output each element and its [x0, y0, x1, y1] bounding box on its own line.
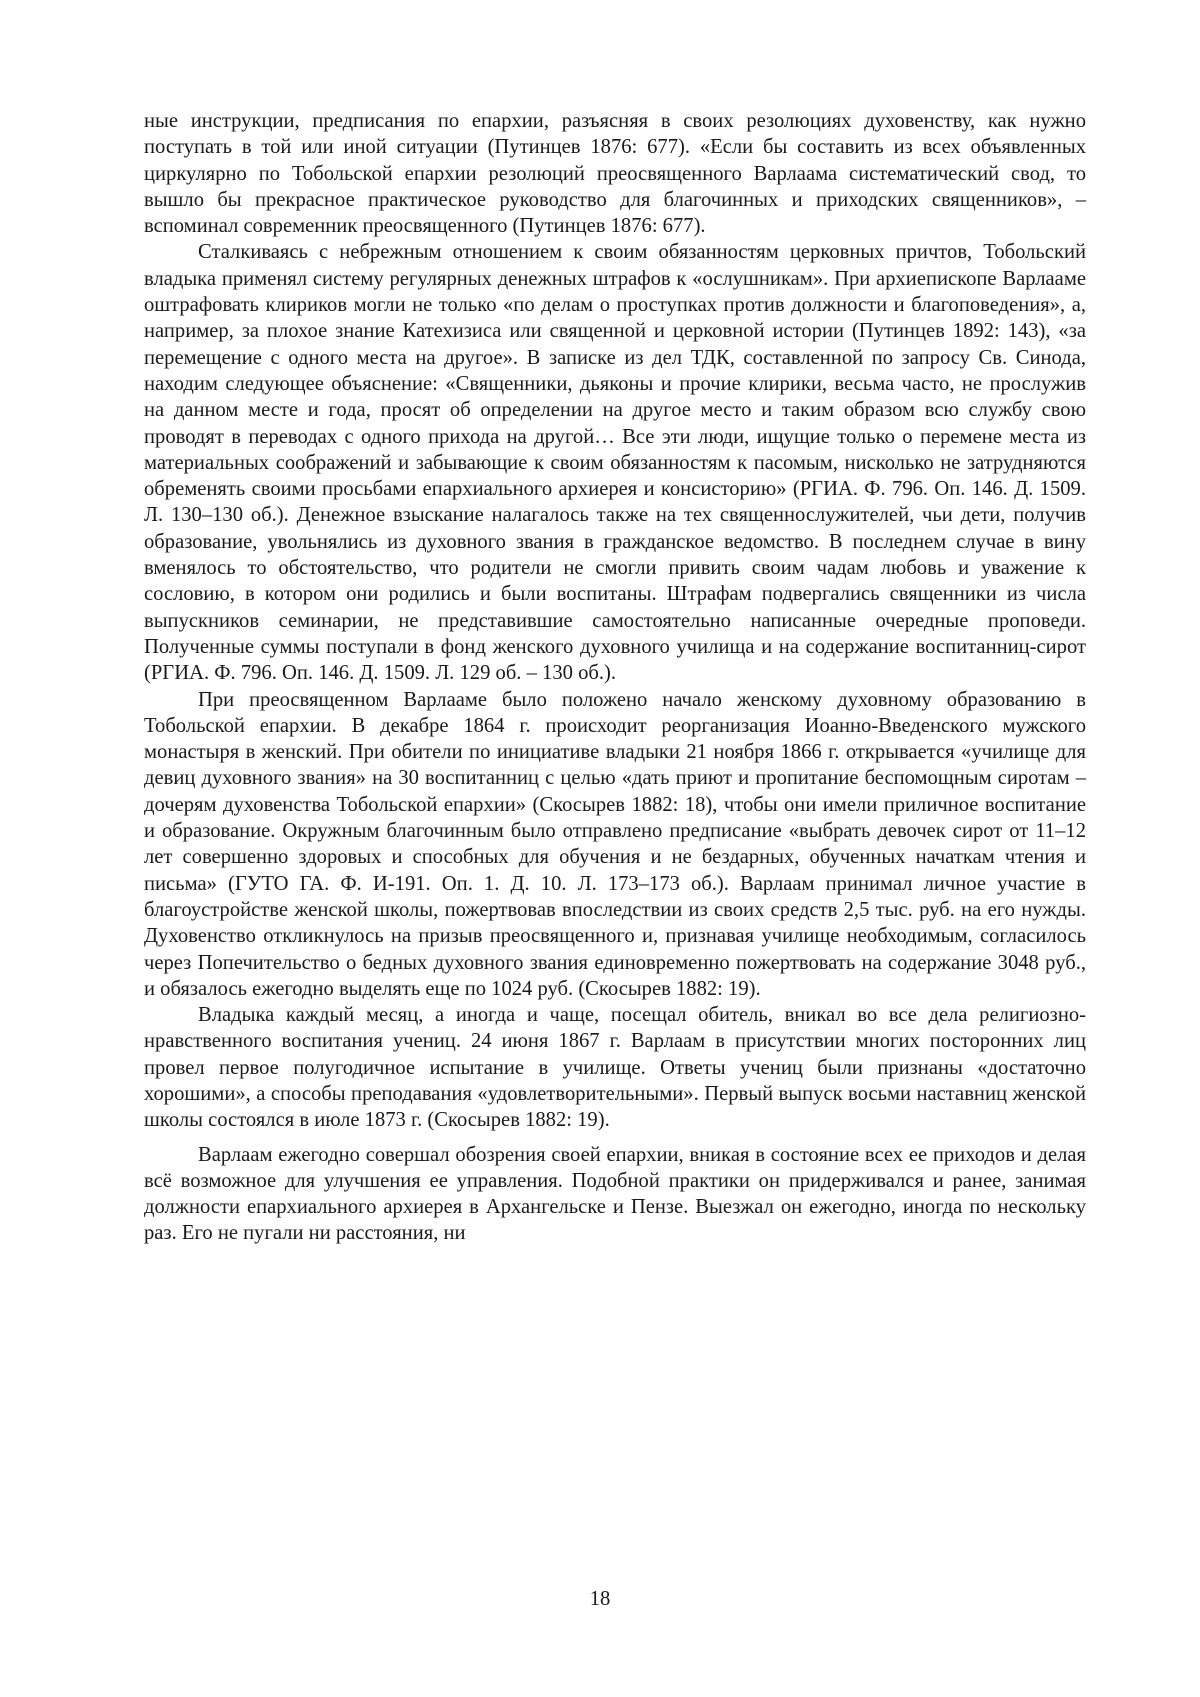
paragraph-5: Варлаам ежегодно совершал обозрения своей епархии, вникая в состояние всех ее приходов и делая всё возможное для улучшения ее управления. Подобной практики он придерживался и ранее, занимая должности епархиального архиерея в Архангельске и Пензе. Выезжал он ежегодно, иногда по нескольку раз. Его не пугали ни расстояния, ни	[144, 1143, 1086, 1245]
paragraph-1: ные инструкции, предписания по епархии, разъясняя в своих резолюциях духовенству, как нужно поступать в той или иной ситуации (Путинцев 1876: 677). «Если бы составить из всех объявленных циркулярно по Тобольской епархии резолюций преосвященного Варлаама систематический свод, то вышло бы прекрасное практическое руководство для благочинных и приходских священников», – вспоминал современник преосвященного (Путинцев 1876: 677).	[144, 110, 1086, 238]
body-text	[144, 108, 1086, 1247]
paragraph-2: Сталкиваясь с небрежным отношением к своим обязанностям церковных причтов, Тобольский владыка применял систему регулярных денежных штрафов к «ослушникам». При архиепископе Варлааме оштрафовать клириков могли не только «по делам о проступках против должности и благоповедения», а, например, за плохое знание Катехизиса или священной и церковной истории (Путинцев 1892: 143), «за перемещение с одного места на другое». В записке из дел ТДК, составленной по запросу Св. Синода, находим следующее объяснение: «Священники, дьяконы и прочие клирики, весьма часто, не прослужив на данном месте и года, просят об определении на другое место и таким образом всю службу свою проводят в переводах с одного прихода на другой… Все эти люди, ищущие только о перемене места из материальных соображений и забывающие к своим обязанностям к пасомым, нисколько не затрудняются обременять своими просьбами епархиального архиерея и консисторию» (РГИА. Ф. 796. Оп. 146. Д. 1509. Л. 130–130 об.). Денежное взыскание налагалось также на тех священнослужителей, чьи дети, получив образование, увольнялись из духовного звания в гражданское ведомство. В последнем случае в вину вменялось то обстоятельство, что родители не смогли привить своим чадам любовь и уважение к сословию, в котором они родились и были воспитаны. Штрафам подвергались священники из числа выпускников семинарии, не представившие самостоятельно написанные очередные проповеди. Полученные суммы поступали в фонд женского духовного училища и на содержание воспитанниц-сирот (РГИА. Ф. 796. Оп. 146. Д. 1509. Л. 129 об. – 130 об.).	[144, 241, 1086, 685]
paragraph-3: При преосвященном Варлааме было положено начало женскому духовному образованию в Тобольской епархии. В декабре 1864 г. происходит реорганизация Иоанно-Введенского мужского монастыря в женский. При обители по инициативе владыки 21 ноября 1866 г. открывается «училище для девиц духовного звания» на 30 воспитанниц с целью «дать приют и пропитание беспомощным сиротам – дочерям духовенства Тобольской епархии» (Скосырев 1882: 18), чтобы они имели приличное воспитание и образование. Окружным благочинным было отправлено предписание «выбрать девочек сирот от 11–12 лет совершенно здоровых и способных для обучения и не бездарных, обученных начаткам чтения и письма» (ГУТО ГА. Ф. И-191. Оп. 1. Д. 10. Л. 173–173 об.). Варлаам принимал личное участие в благоустройстве женской школы, пожертвовав впоследствии из своих средств 2,5 тыс. руб. на его нужды. Духовенство откликнулось на призыв преосвященного и, признавая училище необходимым, согласилось через Попечительство о бедных духовного звания единовременно пожертвовать на содержание 3048 руб., и обязалось ежегодно выделять еще по 1024 руб. (Скосырев 1882: 19).	[144, 688, 1086, 1000]
paragraph-4: Владыка каждый месяц, а иногда и чаще, посещал обитель, вникал во все дела религиозно-нравственного воспитания учениц. 24 июня 1867 г. Варлаам в присутствии многих посторонних лиц провел первое полугодичное испытание в училище. Ответы учениц были признаны «достаточно хорошими», а способы преподавания «удовлетворительными». Первый выпуск восьми наставниц женской школы состоялся в июле 1873 г. (Скосырев 1882: 19).	[144, 1004, 1086, 1132]
page-number: 18	[589, 1588, 611, 1610]
